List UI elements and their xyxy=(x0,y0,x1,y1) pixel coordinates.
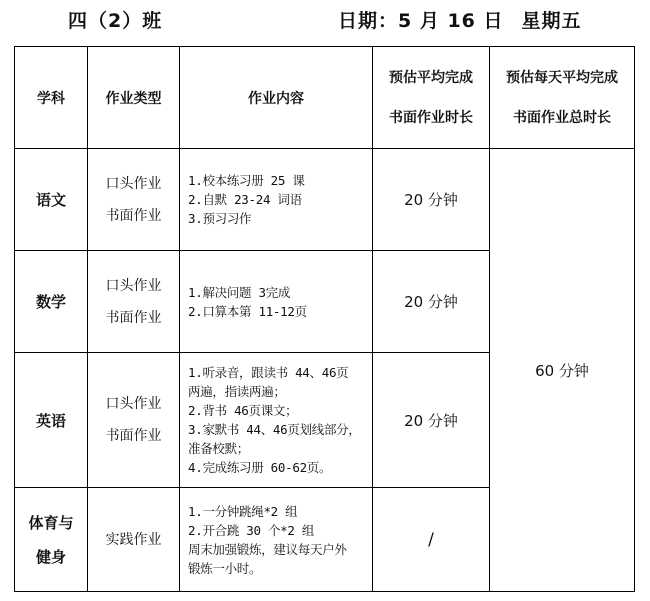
type-cell xyxy=(88,251,180,353)
duration-cell: 20 分钟 xyxy=(373,149,490,251)
type-item: 口头作业 xyxy=(105,175,162,192)
type-item: 实践作业 xyxy=(105,531,162,548)
total-duration-cell: 60 分钟 xyxy=(490,149,635,592)
content-line: 1.解决问题 3完成 xyxy=(188,284,291,300)
content-cell xyxy=(180,149,373,251)
content-cell xyxy=(180,353,373,488)
content-line: 1.一分钟跳绳*2 组 xyxy=(188,503,298,519)
type-item: 口头作业 xyxy=(105,396,162,412)
col-header-total-line2: 书面作业总时长 xyxy=(513,109,611,126)
duration-cell: / xyxy=(373,488,490,592)
type-cell xyxy=(88,488,180,592)
content-line: 周末加强锻炼，建议每天户外 xyxy=(188,541,347,557)
table-row xyxy=(15,149,635,251)
content-line: 2.开合跳 30 个*2 组 xyxy=(188,522,315,538)
content-line: 3.预习习作 xyxy=(188,211,252,226)
col-header-content: 作业内容 xyxy=(180,47,373,149)
table-header-row xyxy=(15,47,635,149)
subject-line: 健身 xyxy=(35,547,66,566)
col-header-avg-line2: 书面作业时长 xyxy=(389,109,473,126)
col-header-total-duration xyxy=(490,47,635,149)
col-header-type: 作业类型 xyxy=(88,47,180,149)
col-header-avg-line1: 预估平均完成 xyxy=(389,69,473,86)
date-label xyxy=(338,6,582,33)
date-text: 日期：5 月 16 日 xyxy=(338,10,504,32)
content-cell xyxy=(180,251,373,353)
content-line: 两遍，指读两遍； xyxy=(188,384,286,399)
homework-table xyxy=(14,46,635,592)
content-line: 2.口算本第 11-12页 xyxy=(188,303,307,319)
type-cell xyxy=(88,149,180,251)
type-cell xyxy=(88,353,180,488)
content-line: 准备校默； xyxy=(188,441,250,456)
content-line: 2.自默 23-24 词语 xyxy=(188,192,302,207)
type-item: 书面作业 xyxy=(105,207,162,224)
weekday-text: 星期五 xyxy=(521,10,582,32)
content-line: 锻炼一小时。 xyxy=(188,560,262,576)
duration-cell: 20 分钟 xyxy=(373,353,490,488)
content-line: 4.完成练习册 60-62页。 xyxy=(188,460,332,475)
subject-line: 体育与 xyxy=(28,513,74,532)
content-line: 1.听录音，跟读书 44、46页 xyxy=(188,365,349,380)
col-header-subject: 学科 xyxy=(15,47,88,149)
subject-cell: 英语 xyxy=(15,353,88,488)
class-name: 四（2）班 xyxy=(68,10,163,32)
content-line: 2.背书 46页课文； xyxy=(188,403,298,418)
subject-cell xyxy=(15,488,88,592)
subject-cell: 数学 xyxy=(15,251,88,353)
content-cell xyxy=(180,488,373,592)
type-item: 书面作业 xyxy=(105,309,162,326)
type-item: 口头作业 xyxy=(105,277,162,294)
col-header-avg-duration xyxy=(373,47,490,149)
content-line: 1.校本练习册 25 课 xyxy=(188,173,305,188)
page-header xyxy=(0,2,650,34)
col-header-total-line1: 预估每天平均完成 xyxy=(506,69,618,86)
type-item: 书面作业 xyxy=(105,428,162,444)
duration-cell: 20 分钟 xyxy=(373,251,490,353)
subject-cell: 语文 xyxy=(15,149,88,251)
content-line: 3.家默书 44、46页划线部分， xyxy=(188,422,361,437)
